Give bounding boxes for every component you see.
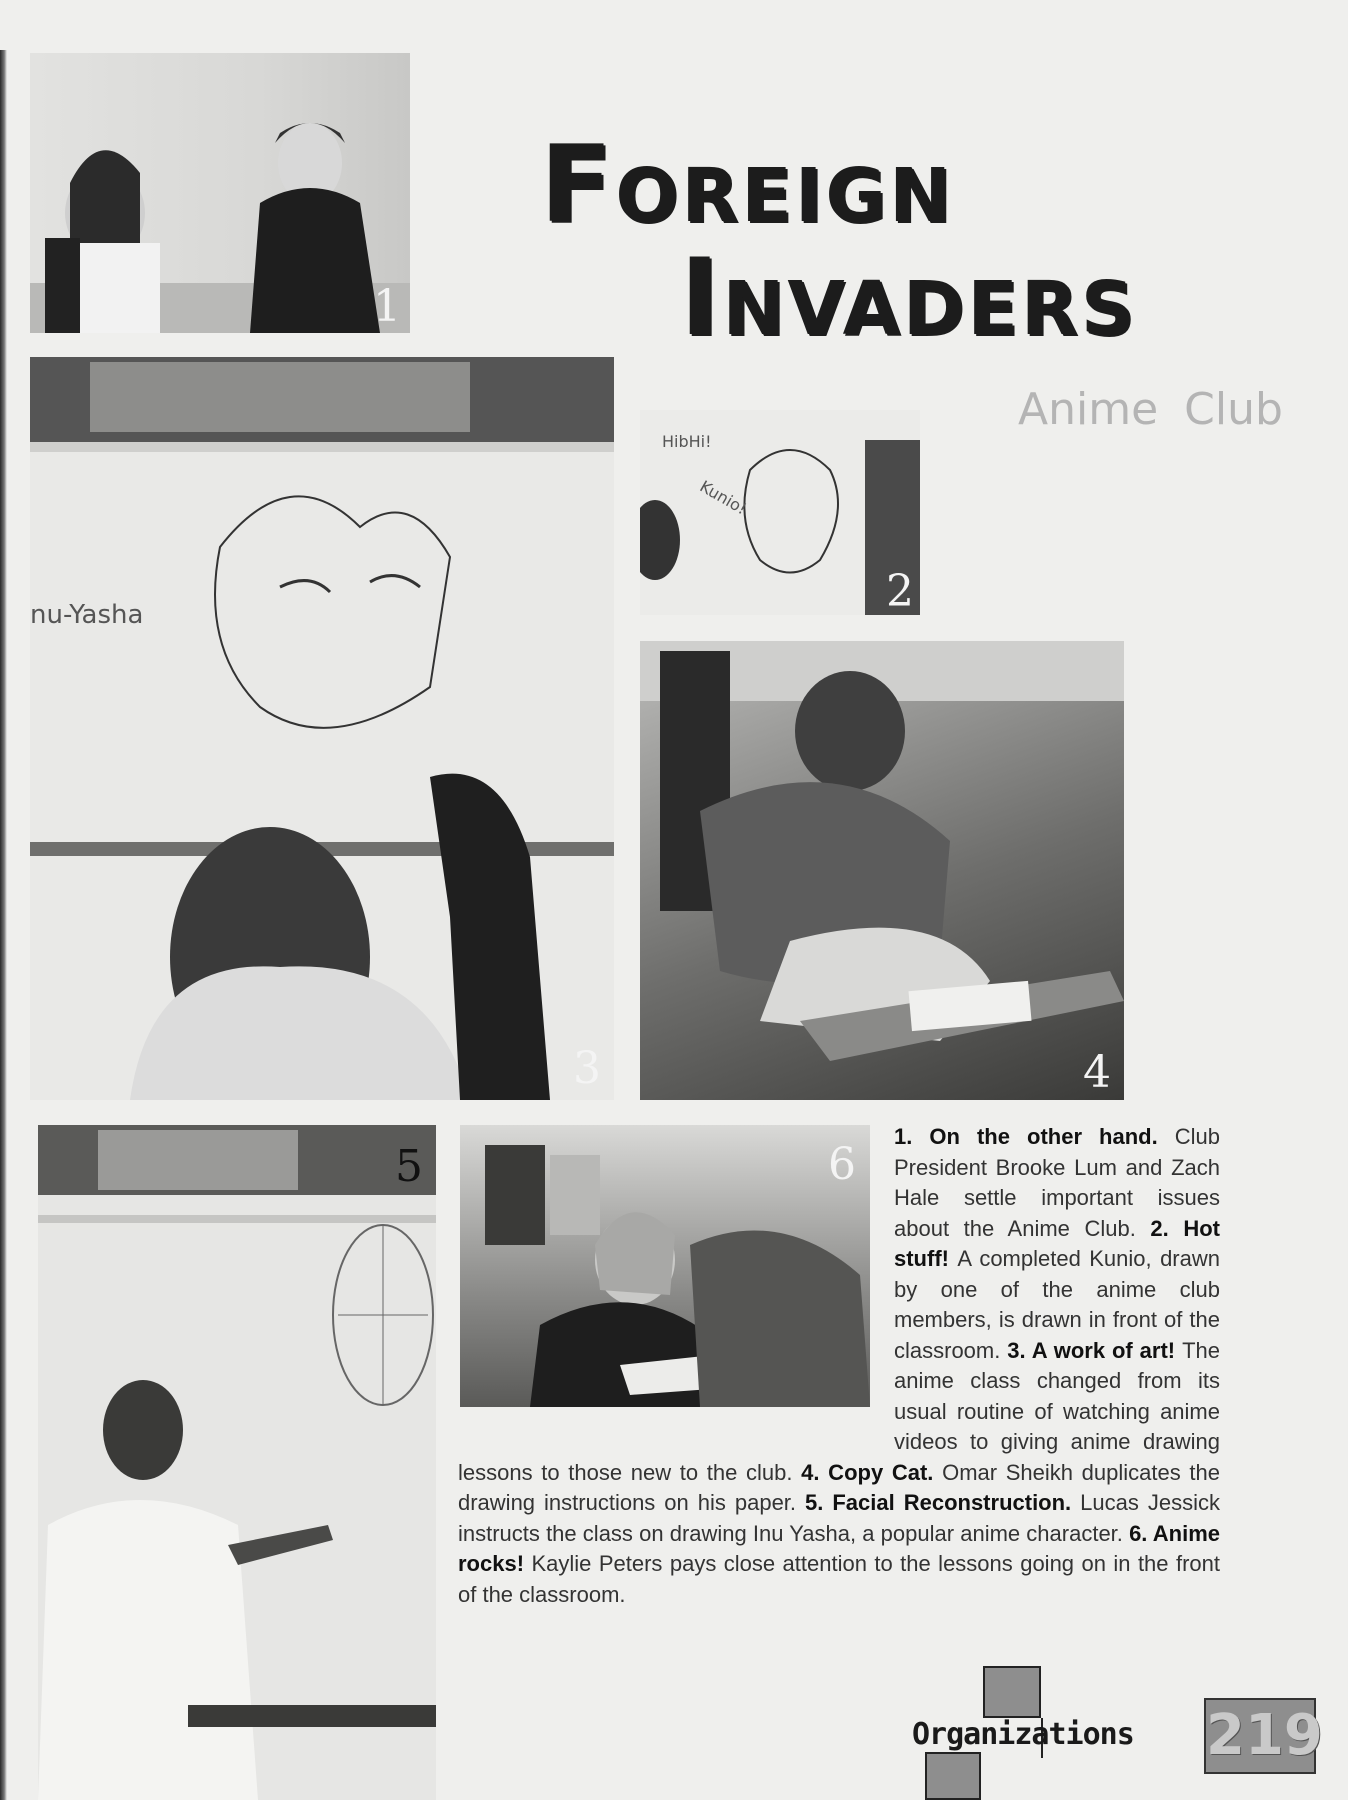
page-title-line-1: Foreign [540,123,955,246]
photo-number: 4 [1083,1047,1111,1098]
footer-decor-square-top [983,1666,1041,1718]
caption-2-text: A completed Kunio, drawn by one of the anime club members, is drawn in front of the classroom. [894,1246,1220,1363]
caption-6-text: Kaylie Peters pays close attention to the lessons going on in the front of the classroom. [458,1551,1220,1607]
page-title-line-2: Invaders [680,236,1138,359]
caption-4-label: 4. Copy Cat. [801,1459,943,1485]
caption-1-text: Club President Brooke Lum and Zach Hale settle important issues about the Anime Club. [894,1124,1220,1241]
photo-captions [458,1122,1220,1610]
caption-4-text: Omar Sheikh duplicates the drawing instructions on his paper. [458,1459,1220,1515]
caption-2-label: 2. Hot stuff! [894,1215,1220,1271]
caption-wrap-space [458,1122,894,1428]
footer-section-label: Organizations [912,1717,1134,1752]
whiteboard-text: nu-Yasha [30,600,144,630]
footer-decor-square-bottom [925,1752,981,1800]
photo-3 [30,357,614,1100]
page-binding-edge [0,50,7,1800]
photo-1 [30,53,410,333]
caption-5-text: Lucas Jessick instructs the class on drawing Inu Yasha, a popular anime character. [458,1490,1220,1546]
page-subtitle: Anime Club [1018,384,1283,435]
caption-6-label: 6. Anime rocks! [458,1520,1220,1576]
photo-number: 6 [828,1139,856,1190]
photo-number: 2 [886,566,914,615]
photo-2 [640,410,920,615]
photo-4 [640,641,1124,1100]
caption-5-label: 5. Facial Reconstruction. [805,1490,1081,1515]
photo-5 [38,1125,436,1800]
whiteboard-text-hi: HibHi! [662,432,712,451]
photo-number: 3 [573,1043,601,1094]
caption-3-label: 3. A work of art! [1007,1337,1183,1363]
photo-number: 1 [373,281,401,332]
caption-3-text: The anime class changed from its usual routine of watching anime videos to giving anime drawing lessons to those new to the club. [458,1337,1220,1485]
page-number: 219 [1204,1698,1316,1774]
photo-number: 5 [395,1141,423,1192]
whiteboard-text-kunio: Kunio! [696,476,750,519]
caption-1-label: 1. On the other hand. [894,1124,1175,1149]
